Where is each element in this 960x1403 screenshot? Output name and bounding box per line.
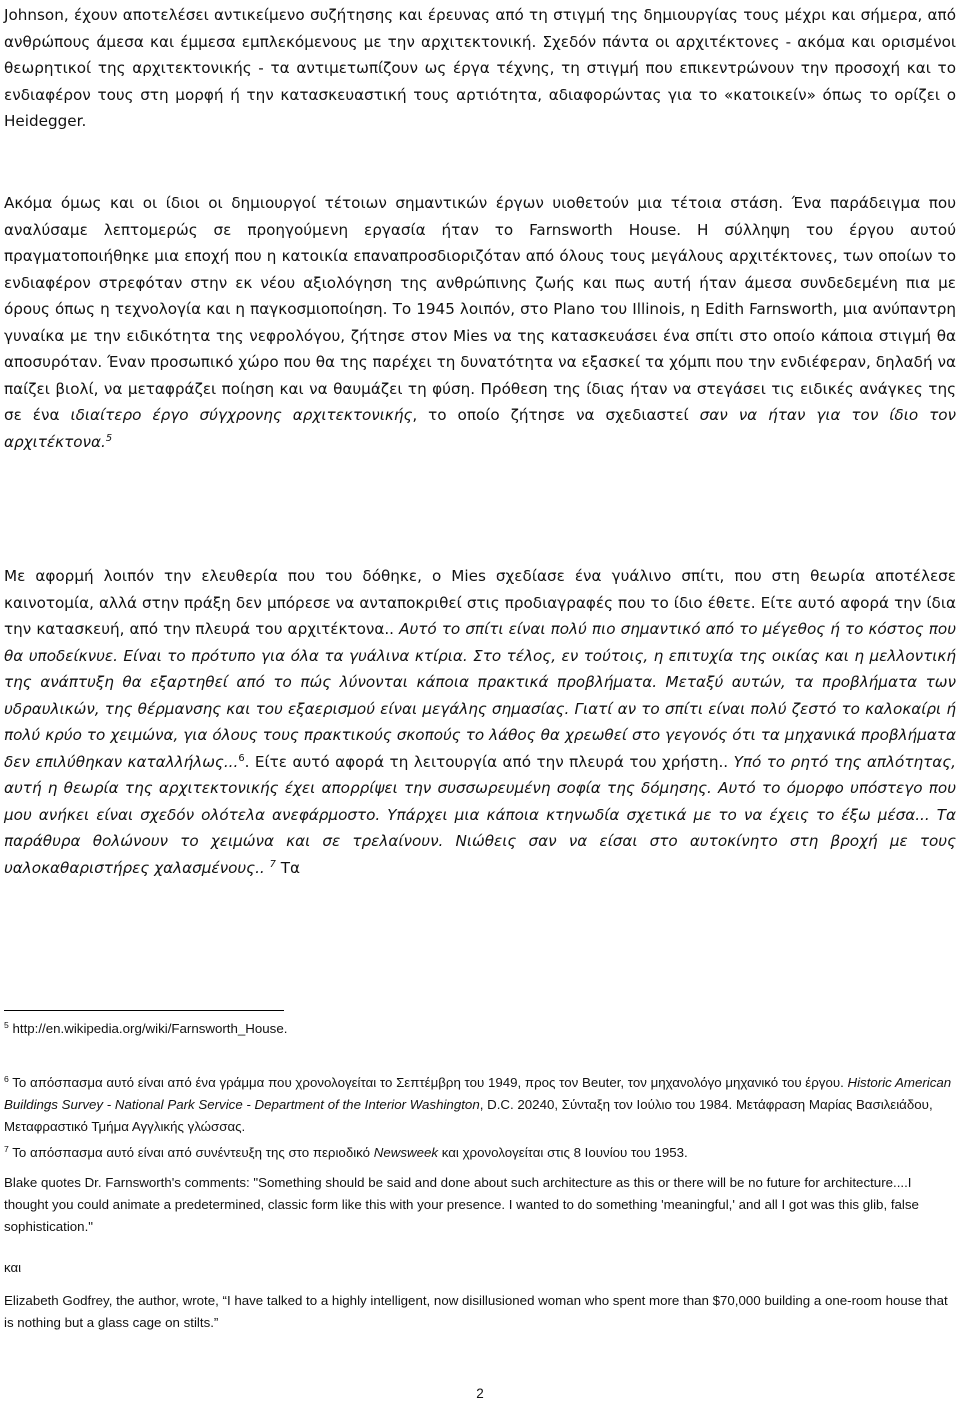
paragraph-3-text-2: . Είτε αυτό αφορά τη λειτουργία από την πλευρά του χρήστη.. xyxy=(244,752,734,771)
footnote-7-text-1: Το απόσπασμα αυτό είναι από συνέντευξη της στο περιοδικό xyxy=(8,1145,374,1160)
footnote-5-number: 5 xyxy=(4,1019,9,1030)
godfrey-quote-text: Elizabeth Godfrey, the author, wrote, “I have talked to a highly intelligent, now disillusioned woman who spent more than $70,000 building a one-room house that is nothing but a glass cage on stilts.” xyxy=(4,1293,948,1330)
footnote-7-italic: Newsweek xyxy=(373,1145,439,1160)
footnote-7-number: 7 xyxy=(4,1143,9,1154)
paragraph-2-text: Ακόμα όμως και οι ίδιοι οι δημιουργοί τέτοιων σημαντικών έργων υιοθετούν μια τέτοια στάση. Ένα παράδειγμα που αναλύσαμε λεπτομερώς σε προηγούμενη εργασία ήταν το Farnsworth House. Η σύλληψη του έργου αυτού πραγματοποιήθηκε μια εποχή που η κατοικία επαναπροσδιοριζόταν από όλους τους μεγάλους αρχιτέκτονες, των οποίων το ενδιαφέρον στρεφόταν στην εκ νέου αξιολόγηση της ανθρώπινης ζωής και πως αυτή ήταν άμεσα συνδεδεμένη πια με όρους όπως η τεχνολογία και η παγκοσμιοποίηση. Το 1945 λοιπόν, στο Plano του Illinois, η Edith Farnsworth, μια ανύπαντρη γυναίκα με την ειδικότητα της νεφρολόγου, ζήτησε στον Mies να της κατασκευάσει ένα σπίτι στο οποίο κάποια στιγμή θα αποσυρόταν. Έναν προσωπικό χώρο που θα της παρέχει τη δυνατότητα να εξασκεί τα χόμπι που την ενδιέφεραν, δηλαδή να παίζει βιολί, να μεταφράζει ποίηση και να θαυμάζει τη φύση. Πρόθεση της ίδιας ήταν να στεγάσει τις ειδικές ανάγκες της σε ένα xyxy=(4,194,956,424)
paragraph-1 xyxy=(4,2,956,135)
paragraph-3-italic-1: Αυτό το σπίτι είναι πολύ πιο σημαντικό από το μέγεθος ή το κόστος που θα υποδείκνυε. Είναι το πρότυπο για όλα τα γυάλινα κτίρια. Στο τέλος, εν τούτοις, η επιτυχία της οικίας και η μελλοντική της ανάπτυξη θα εξαρτηθεί από το πώς λύνονται κάποια πρακτικά προβλήματα. Μεταξύ αυτών, τα προβλήματα των υδραυλικών, της θέρμανσης και του εξαερισμού είναι μεγάλης σημασίας. Γιατί αν το σπίτι είναι πολύ ζεστό το καλοκαίρι ή πολύ κρύο το χειμώνα, για όλους τους πρακτικούς σκοπούς το λάθος θα χρεωθεί στο γεγονός ότι τα μηχανικά προβλήματα δεν επιλύθηκαν καταλλήλως... xyxy=(4,620,956,771)
godfrey-quote xyxy=(4,1290,956,1334)
paragraph-1-text: Johnson, έχουν αποτελέσει αντικείμενο συζήτησης και έρευνας από τη στιγμή της δημιουργίας τους μέχρι και σήμερα, από ανθρώπους άμεσα και έμμεσα εμπλεκόμενους με την αρχιτεκτονική. Σχεδόν πάντα οι αρχιτέκτονες - ακόμα και ορισμένοι θεωρητικοί της αρχιτεκτονικής - τα αντιμετωπίζουν ως έργα τέχνης, τη στιγμή που επικεντρώνουν την προσοχή και το ενδιαφέρον τους στη μορφή ή την κατασκευαστική τους αρτιότητα, αδιαφορώντας για το «κατοικείν» όπως το ορίζει ο Heidegger. xyxy=(4,6,956,130)
paragraph-3-text-1: Με αφορμή λοιπόν την ελευθερία που του δόθηκε, ο Mies σχεδίασε ένα γυάλινο σπίτι, που στη θεωρία αποτέλεσε καινοτομία, αλλά στην πράξη δεν μπόρεσε να ανταποκριθεί στις προδιαγραφές που το ίδιο έθετε. Είτε αυτό αφορά την ίδια την κατασκευή, από την πλευρά του αρχιτέκτονα.. xyxy=(4,567,956,638)
paragraph-3-text-3: Τα xyxy=(275,858,300,877)
page-number: 2 xyxy=(476,1386,484,1401)
footnote-ref-6: 6 xyxy=(238,752,245,764)
paragraph-3 xyxy=(4,563,956,881)
paragraph-2-italic-2: σαν να ήταν για τον ίδιο τον αρχιτέκτονα. xyxy=(4,406,956,451)
paragraph-3-italic-2: Υπό το ρητό της απλότητας, αυτή η θεωρία της αρχιτεκτονικής έχει απορρίψει την συσσωρευμένη σοφία της δόμησης. Αυτό το όμορφο υπόστεγο που μου ανήκει είναι σχεδόν ολότελα ανεφάρμοστο. Υπάρχει μια κάποια κτηνωδία σχετικά με το να έχεις το έξω μέσα... Τα παράθυρα θολώνουν το χειμώνα και σε τρελαίνουν. Νιώθεις σαν να είσαι στο αυτοκίνητο στη βροχή με τους υαλοκαθαριστήρες χαλασμένους.. xyxy=(4,752,956,877)
footnote-ref-7: 7 xyxy=(269,858,276,870)
footnote-5-link: http://en.wikipedia.org/wiki/Farnsworth_House. xyxy=(8,1021,288,1036)
footnote-6-italic: Historic American Buildings Survey - National Park Service - Department of the Interior Washington xyxy=(4,1075,952,1112)
footnote-6-text-2: , D.C. 20240, Σύνταξη τον Ιούλιο του 1984. Μετάφραση Μαρίας Βασιλειάδου, Μεταφραστικό Τμήμα Αγγλικής γλώσσας. xyxy=(4,1097,933,1134)
paragraph-2 xyxy=(4,190,956,455)
footnote-ref-5: 5 xyxy=(105,432,113,444)
paragraph-2-text-2: , το οποίο ζήτησε να σχεδιαστεί xyxy=(412,406,700,424)
footnote-7 xyxy=(4,1142,956,1164)
blake-quote-text: Blake quotes Dr. Farnsworth's comments: "Something should be said and done about such architecture as this or there will be no future for architecture....I thought you could animate a predetermined, classic form like this with your presence. I wanted to do something 'meaningful,' and all I got was this glib, false sophistication." xyxy=(4,1175,919,1234)
footnote-separator xyxy=(4,1010,284,1011)
footnote-6-number: 6 xyxy=(4,1073,9,1084)
footnote-5 xyxy=(4,1018,956,1040)
conjunction-kai-text: και xyxy=(4,1260,22,1275)
footnote-7-text-2: και χρονολογείται στις 8 Ιουνίου του 1953. xyxy=(438,1145,688,1160)
blake-quote xyxy=(4,1172,956,1238)
footnote-6-text-1: Το απόσπασμα αυτό είναι από ένα γράμμα που χρονολογείται το Σεπτέμβρη του 1949, προς τον Beuter, τον μηχανολόγο μηχανικό του έργου. xyxy=(8,1075,848,1090)
paragraph-2-italic-1: ιδιαίτερο έργο σύγχρονης αρχιτεκτονικής xyxy=(70,406,413,424)
conjunction-kai xyxy=(4,1257,956,1279)
footnote-6 xyxy=(4,1072,956,1138)
